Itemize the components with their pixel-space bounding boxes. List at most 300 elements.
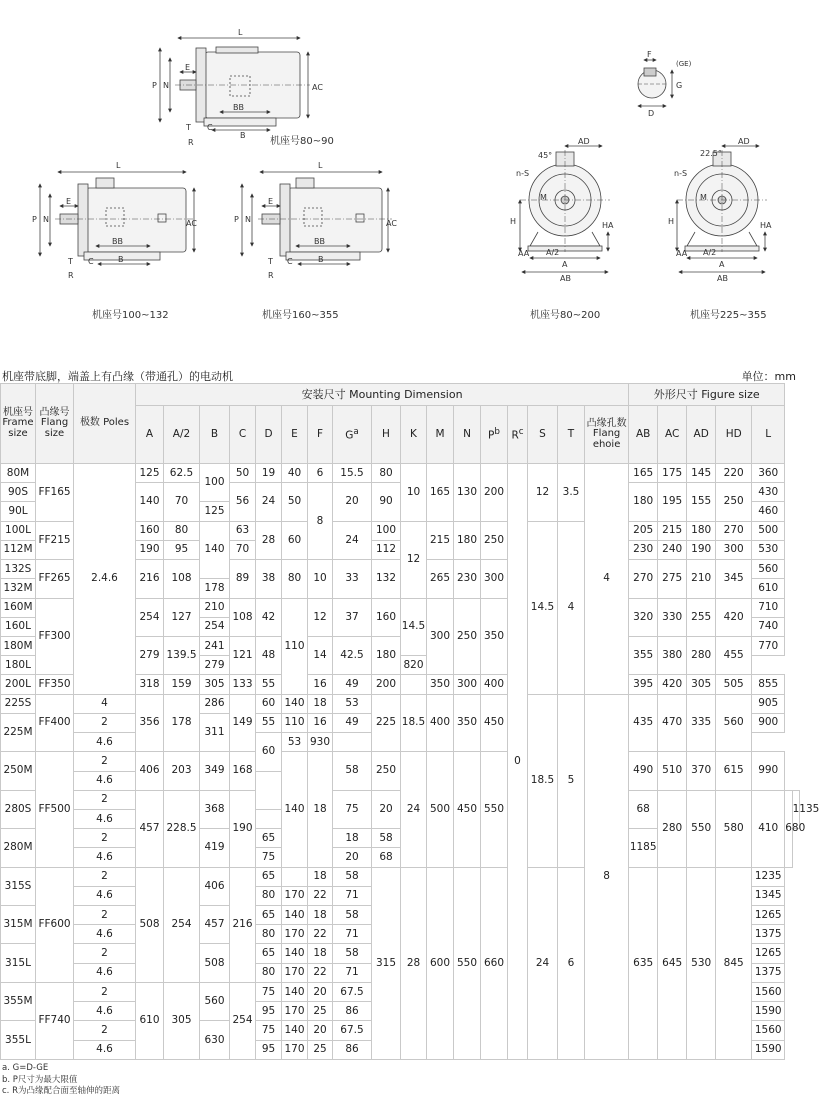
cell-D: 65: [256, 944, 282, 963]
svg-text:R: R: [188, 138, 194, 147]
cell-H: 100: [372, 521, 401, 540]
cell-AD: 410: [752, 790, 785, 867]
col-N: N: [454, 406, 481, 464]
cell-A: 140: [136, 483, 164, 521]
cell-L: 1590: [752, 1002, 785, 1021]
svg-text:B: B: [118, 255, 124, 264]
cell-D: 80: [256, 925, 282, 944]
cell-poles: 2: [74, 1021, 136, 1040]
svg-text:T: T: [186, 123, 191, 132]
col-F: F: [308, 406, 333, 464]
svg-text:E: E: [185, 63, 191, 72]
cell-T: 4: [558, 521, 585, 694]
cell-E: [282, 867, 308, 886]
col-AB: AB: [629, 406, 658, 464]
cell-frame: 225M: [1, 713, 36, 751]
cell-D: 19: [256, 464, 282, 483]
cell-A2: 203: [164, 752, 200, 790]
cell-S: 12: [528, 464, 558, 522]
cell-G: 42.5: [333, 636, 372, 674]
cell-C: 121: [230, 636, 256, 674]
cell-L: 360: [752, 464, 785, 483]
cell-P: 300: [481, 560, 508, 598]
cell-H: 160: [372, 598, 401, 636]
cell-G: 49: [333, 713, 372, 732]
cell-F: 22: [308, 925, 333, 944]
cell-K: 24: [401, 752, 427, 867]
table-body: [1, 464, 819, 1060]
cell-AC: 420: [658, 675, 687, 694]
cell-H: 80: [372, 464, 401, 483]
cell-B: 368: [200, 790, 230, 828]
col-C: C: [230, 406, 256, 464]
cell-frame: 355M: [1, 982, 36, 1020]
drawing-side-view-80-90: [160, 38, 310, 130]
svg-text:C: C: [88, 257, 94, 266]
cell-P: 350: [481, 598, 508, 675]
cell-B: 305: [200, 675, 230, 694]
cell-poles: 2: [74, 752, 136, 771]
svg-text:A/2: A/2: [703, 248, 717, 257]
cell-N: 550: [454, 867, 481, 1059]
svg-text:L: L: [238, 28, 243, 37]
cell-A2: 254: [164, 867, 200, 982]
cell-L: 1375: [752, 963, 785, 982]
drawing-front-view-80-200: [520, 146, 610, 272]
cell-D: 60: [256, 733, 282, 771]
cell-D: 48: [256, 636, 282, 674]
cell-D: 75: [256, 1021, 282, 1040]
col-HD: HD: [716, 406, 752, 464]
cell-flange: FF600: [36, 867, 74, 982]
cell-D: 42: [256, 598, 282, 636]
cell-H: 280: [658, 790, 687, 867]
cell-B: 508: [200, 944, 230, 982]
svg-text:AC: AC: [186, 219, 197, 228]
cell-flange: FF265: [36, 560, 74, 598]
cell-frame: 160M: [1, 598, 36, 617]
col-E: E: [282, 406, 308, 464]
cell-B: 178: [200, 579, 230, 598]
svg-text:A/2: A/2: [546, 248, 560, 257]
drawing-front-view-225-355: [677, 146, 767, 272]
cell-AD: 370: [687, 752, 716, 790]
cell-A2: 95: [164, 540, 200, 559]
cell-A2: 139.5: [164, 636, 200, 674]
cell-frame: 200L: [1, 675, 36, 694]
svg-text:N: N: [163, 81, 169, 90]
cell-frame: 132S: [1, 560, 36, 579]
cell-HD: 345: [716, 560, 752, 598]
cell-poles: 4.6: [74, 925, 136, 944]
table-row: [1, 790, 800, 809]
cell-poles: 2: [74, 790, 136, 809]
cell-F: 18: [333, 829, 372, 848]
cell-G: 58: [333, 867, 372, 886]
cell-C: 133: [230, 675, 256, 694]
caption-frame-80-90: 机座号80~90: [270, 136, 334, 147]
cell-frame: 80M: [1, 464, 36, 483]
cell-G: 86: [333, 1040, 372, 1059]
cell-C: 56: [230, 483, 256, 521]
cell-AB: 165: [629, 464, 658, 483]
cell-S: 14.5: [528, 521, 558, 694]
cell-K: 10: [401, 464, 427, 522]
caption-frame-160-355: 机座号160~355: [262, 310, 339, 321]
cell-B: 560: [200, 982, 230, 1020]
cell-E: 170: [282, 886, 308, 905]
svg-text:C: C: [207, 123, 213, 132]
cell-flange: FF300: [36, 598, 74, 675]
cell-F: 6: [308, 464, 333, 483]
table-row: [1, 752, 800, 771]
cell-E: 110: [282, 598, 308, 694]
svg-text:AA: AA: [518, 249, 530, 258]
cell-A: 318: [136, 675, 164, 694]
svg-text:BB: BB: [314, 237, 325, 246]
col-AC: AC: [658, 406, 687, 464]
cell-frame: 355L: [1, 1021, 36, 1060]
cell-F: 16: [308, 675, 333, 694]
cell-HD: 420: [716, 598, 752, 636]
cell-F: 16: [308, 713, 333, 732]
svg-text:C: C: [287, 257, 293, 266]
cell-frame: 180L: [1, 656, 36, 675]
cell-E: 140: [282, 1021, 308, 1040]
cell-holes: 8: [585, 694, 629, 1059]
svg-text:T: T: [268, 257, 273, 266]
cell-F: 18: [308, 694, 333, 713]
svg-text:A: A: [562, 260, 568, 269]
cell-L: 930: [308, 733, 333, 752]
cell-frame: 90S: [1, 483, 36, 502]
cell-B: 349: [200, 752, 230, 790]
cell-A2: 159: [164, 675, 200, 694]
cell-frame: 112M: [1, 540, 36, 559]
cell-B: 140: [200, 521, 230, 579]
drawing-side-view-100-132: [40, 172, 195, 264]
cell-frame: 225S: [1, 694, 36, 713]
cell-P: 400: [481, 675, 508, 694]
svg-text:(GE): (GE): [676, 60, 692, 68]
cell-AC: 380: [658, 636, 687, 674]
cell-F: 14: [308, 636, 333, 674]
cell-AC: 580: [716, 790, 752, 867]
cell-poles: 2: [74, 867, 136, 886]
cell-D: 60: [256, 694, 282, 713]
cell-F: 20: [308, 982, 333, 1001]
cell-flange: FF740: [36, 982, 74, 1059]
cell-D: 65: [256, 829, 282, 848]
technical-drawings: [0, 0, 800, 350]
cell-D: 55: [256, 713, 282, 732]
cell-P: 250: [481, 521, 508, 559]
cell-M: 265: [427, 560, 454, 598]
cell-flange: FF215: [36, 521, 74, 559]
cell-D: 28: [256, 521, 282, 559]
cell-AD: 180: [687, 521, 716, 540]
caption-frame-80-200: 机座号80~200: [530, 310, 601, 321]
cell-B: 254: [200, 617, 230, 636]
cell-G: 58: [333, 752, 372, 790]
cell-C: 89: [230, 560, 256, 598]
cell-G: 15.5: [333, 464, 372, 483]
cell-N: 230: [454, 560, 481, 598]
svg-text:AB: AB: [717, 274, 728, 283]
cell-L: 1590: [752, 1040, 785, 1059]
cell-N: 180: [454, 521, 481, 559]
cell-L: 460: [752, 502, 785, 521]
cell-G: 67.5: [333, 1021, 372, 1040]
cell-flange: FF165: [36, 464, 74, 522]
svg-text:H: H: [510, 217, 517, 226]
cell-AB: 205: [629, 521, 658, 540]
col-G-sup: a: [353, 426, 359, 437]
cell-G: 49: [333, 675, 372, 694]
cell-E: 140: [282, 906, 308, 925]
cell-M: 600: [427, 867, 454, 1059]
svg-text:T: T: [68, 257, 73, 266]
cell-C: 216: [230, 867, 256, 982]
cell-N: 130: [454, 464, 481, 522]
cell-C: 190: [230, 790, 256, 867]
cell-L: 1265: [752, 944, 785, 963]
cell-N: 350: [454, 694, 481, 752]
cell-P: 550: [481, 752, 508, 867]
svg-text:M: M: [700, 193, 707, 202]
svg-text:45°: 45°: [538, 151, 553, 160]
cell-S: 24: [528, 867, 558, 1059]
svg-text:D: D: [648, 109, 655, 118]
footnotes: [2, 1063, 120, 1098]
svg-text:N: N: [245, 215, 251, 224]
cell-frame: 90L: [1, 502, 36, 521]
cell-AC: 470: [658, 694, 687, 752]
header-flange-size: 凸缘号 Flang size: [36, 384, 74, 464]
cell-A2: 62.5: [164, 464, 200, 483]
cell-poles: 2: [74, 906, 136, 925]
svg-text:A: A: [719, 260, 725, 269]
cell-poles: 4.6: [74, 1040, 136, 1059]
cell-G: 68: [372, 848, 401, 867]
cell-T: 5: [558, 694, 585, 867]
header-mounting-dimension: 安装尺寸 Mounting Dimension: [136, 384, 629, 406]
cell-AB: 435: [629, 694, 658, 752]
cell-G: 53: [282, 733, 308, 752]
cell-A: 356: [136, 694, 164, 752]
footnote-a: a. G=D-GE: [2, 1063, 49, 1073]
cell-HD: 680: [785, 790, 792, 867]
cell-L: 610: [752, 579, 785, 598]
svg-text:AA: AA: [676, 249, 688, 258]
cell-frame: 315M: [1, 906, 36, 944]
svg-text:HA: HA: [602, 221, 614, 230]
cell-T: 3.5: [558, 464, 585, 522]
cell-A: 216: [136, 560, 164, 598]
cell-R: 0: [508, 464, 528, 1060]
cell-E: 170: [282, 1040, 308, 1059]
cell-G: 58: [333, 906, 372, 925]
cell-E: 170: [282, 925, 308, 944]
cell-holes: 4: [585, 464, 629, 695]
cell-L: 1265: [752, 906, 785, 925]
cell-G: 53: [333, 694, 372, 713]
cell-AC: 330: [658, 598, 687, 636]
cell-A: 610: [136, 982, 164, 1059]
cell-L: 990: [752, 752, 785, 790]
cell-B: 210: [200, 598, 230, 617]
cell-HD: 455: [716, 636, 752, 674]
cell-frame: 132M: [1, 579, 36, 598]
cell-N: 250: [454, 598, 481, 675]
cell-AC: 240: [658, 540, 687, 559]
cell-H: 315: [372, 867, 401, 1059]
cell-AD: 155: [687, 483, 716, 521]
svg-text:B: B: [240, 131, 246, 140]
cell-D: 75: [333, 790, 372, 828]
svg-text:n-S: n-S: [674, 169, 688, 178]
cell-L: 530: [752, 540, 785, 559]
cell-poles: 4.6: [74, 848, 136, 867]
cell-poles: 4: [74, 694, 136, 713]
cell-L: 770: [752, 636, 785, 655]
cell-A2: 228.5: [164, 790, 200, 867]
cell-poles: 2: [74, 944, 136, 963]
svg-text:G: G: [676, 81, 683, 90]
cell-E: 140: [282, 752, 308, 867]
cell-frame: 160L: [1, 617, 36, 636]
cell-G: 71: [333, 925, 372, 944]
cell-HD: 250: [716, 483, 752, 521]
svg-text:BB: BB: [112, 237, 123, 246]
cell-E: 140: [282, 944, 308, 963]
svg-text:R: R: [268, 271, 274, 280]
cell-H: 250: [372, 752, 401, 790]
cell-F: 18: [308, 944, 333, 963]
drawing-side-view-160-355: [242, 172, 392, 264]
cell-poles: 2.4.6: [74, 464, 136, 695]
cell-K: 12: [401, 521, 427, 598]
cell-AB: 490: [629, 752, 658, 790]
cell-B: 241: [200, 636, 230, 655]
cell-C: 63: [230, 521, 256, 540]
table-row: [1, 694, 800, 713]
cell-F: 25: [308, 1002, 333, 1021]
cell-B: 419: [200, 829, 230, 867]
unit-label: 单位：mm: [741, 370, 796, 383]
cell-L: 1185: [629, 829, 658, 867]
svg-text:AD: AD: [578, 137, 590, 146]
cell-E: 40: [282, 464, 308, 483]
cell-A: 508: [136, 867, 164, 982]
cell-poles: 4.6: [74, 1002, 136, 1021]
cell-A: 160: [136, 521, 164, 540]
cell-AC: 645: [658, 867, 687, 1059]
cell-L: 710: [752, 598, 785, 617]
cell-HD: 845: [716, 867, 752, 1059]
cell-AC: 175: [658, 464, 687, 483]
cell-F: 20: [333, 848, 372, 867]
cell-F: 10: [308, 560, 333, 598]
cell-D: 75: [256, 982, 282, 1001]
cell-M: 300: [427, 598, 454, 675]
table-title-row: [2, 368, 798, 382]
cell-F: 12: [308, 598, 333, 636]
col-G-label: G: [345, 429, 354, 442]
col-B: B: [200, 406, 230, 464]
cell-B: 630: [200, 1021, 230, 1060]
cell-poles: 4.6: [74, 886, 136, 905]
cell-L: 1375: [752, 925, 785, 944]
svg-text:HA: HA: [760, 221, 772, 230]
cell-A: 190: [136, 540, 164, 559]
cell-A2: 108: [164, 560, 200, 598]
col-D: D: [256, 406, 282, 464]
cell-A: 254: [136, 598, 164, 636]
cell-C: 108: [230, 598, 256, 636]
cell-L: 1235: [752, 867, 785, 886]
cell-G: 68: [629, 790, 658, 828]
cell-G: 71: [333, 886, 372, 905]
cell-B: 457: [200, 906, 230, 944]
cell-G: 24: [333, 521, 372, 559]
col-R-sup: c: [518, 426, 524, 437]
cell-D: 38: [256, 560, 282, 598]
cell-AB: 180: [629, 483, 658, 521]
footnote-c: c. R为凸缘配合面至轴伸的距离: [2, 1086, 120, 1096]
cell-L: 500: [752, 521, 785, 540]
cell-HD: 270: [716, 521, 752, 540]
cell-G: 33: [333, 560, 372, 598]
cell-E: 110: [282, 713, 308, 732]
cell-C: 50: [230, 464, 256, 483]
cell-AD: 145: [687, 464, 716, 483]
table-row: [1, 867, 800, 886]
cell-AB: 320: [629, 598, 658, 636]
svg-text:E: E: [268, 197, 274, 206]
cell-E: 170: [282, 1002, 308, 1021]
cell-frame: 280S: [1, 790, 36, 828]
cell-HD: 220: [716, 464, 752, 483]
cell-AD: 255: [687, 598, 716, 636]
col-P-sup: b: [494, 426, 500, 437]
cell-frame: 100L: [1, 521, 36, 540]
dimension-table: [0, 383, 819, 1060]
col-R: [508, 406, 528, 464]
cell-G: 71: [333, 963, 372, 982]
col-S: S: [528, 406, 558, 464]
cell-E: 80: [282, 560, 308, 598]
cell-L: 905: [752, 694, 785, 713]
cell-K: 28: [401, 867, 427, 1059]
svg-text:L: L: [318, 161, 323, 170]
cell-M: 165: [427, 464, 454, 522]
cell-N: 300: [454, 675, 481, 694]
cell-L: 900: [752, 713, 785, 732]
header-poles: 极数 Poles: [74, 384, 136, 464]
cell-AB: 635: [629, 867, 658, 1059]
cell-AB: 230: [629, 540, 658, 559]
cell-A2: 127: [164, 598, 200, 636]
cell-A2: 305: [164, 982, 200, 1059]
cell-B: 286: [200, 694, 230, 713]
col-G: [333, 406, 372, 464]
cell-AC: 195: [658, 483, 687, 521]
cell-G: 58: [333, 944, 372, 963]
cell-K: 18.5: [401, 694, 427, 752]
svg-text:P: P: [234, 215, 239, 224]
cell-H: 200: [372, 675, 401, 694]
